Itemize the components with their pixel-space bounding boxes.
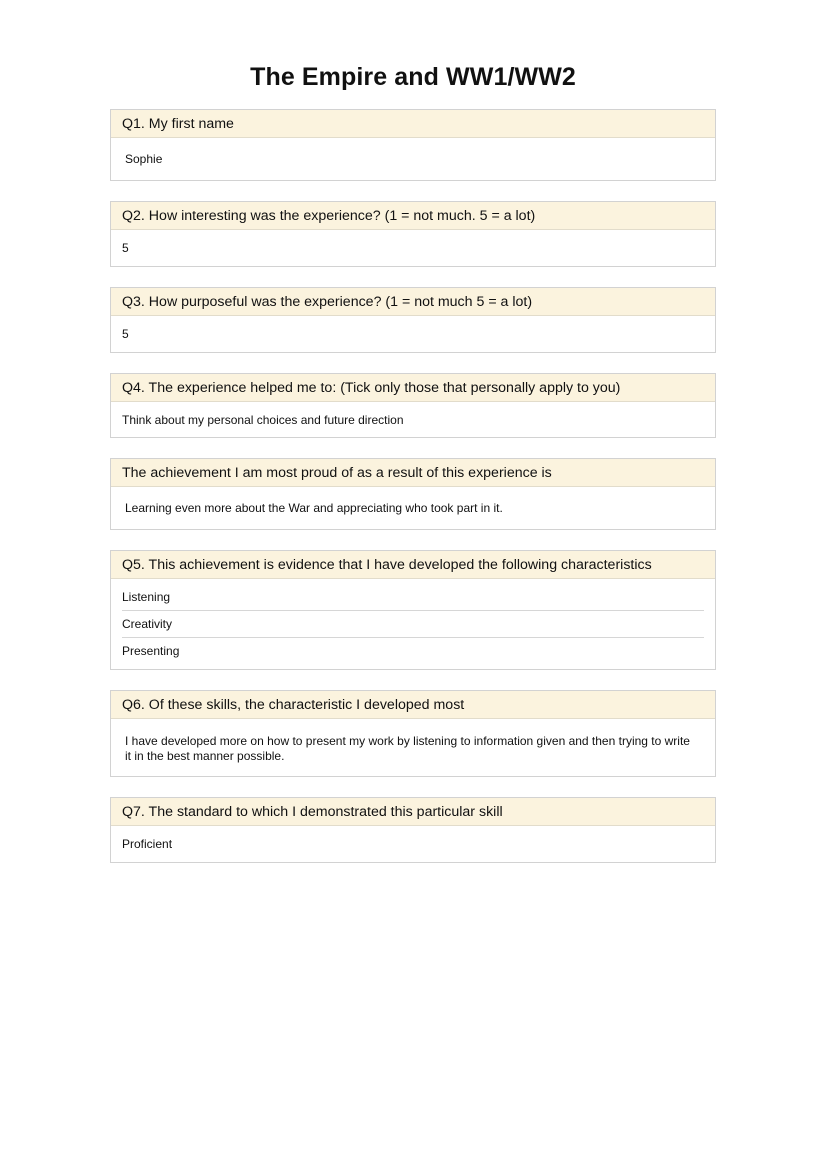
question-label: Q7. The standard to which I demonstrated this particular skill xyxy=(111,798,715,826)
question-label: Q2. How interesting was the experience? (1 = not much. 5 = a lot) xyxy=(111,202,715,230)
question-card-q3 xyxy=(110,287,716,353)
question-card-achievement xyxy=(110,458,716,530)
answer-text: Learning even more about the War and appreciating who took part in it. xyxy=(125,501,503,515)
question-card-q6 xyxy=(110,690,716,777)
question-label: Q5. This achievement is evidence that I have developed the following characteristics xyxy=(111,551,715,579)
question-label: Q4. The experience helped me to: (Tick only those that personally apply to you) xyxy=(111,374,715,402)
list-item: Presenting xyxy=(122,644,180,658)
question-label: Q6. Of these skills, the characteristic I developed most xyxy=(111,691,715,719)
question-card-q7 xyxy=(110,797,716,863)
answer-text: 5 xyxy=(122,241,129,255)
question-label: Q1. My first name xyxy=(111,110,715,138)
answer-text: I have developed more on how to present my work by listening to information given and then trying to write it in the best manner possible. xyxy=(125,734,690,763)
question-card-q1 xyxy=(110,109,716,181)
question-label: Q3. How purposeful was the experience? (1 = not much 5 = a lot) xyxy=(111,288,715,316)
characteristics-list xyxy=(111,579,715,664)
page-title: The Empire and WW1/WW2 xyxy=(250,63,576,91)
list-item: Listening xyxy=(122,584,704,611)
answer-text: Proficient xyxy=(122,837,173,851)
question-card-q4 xyxy=(110,373,716,438)
question-label: The achievement I am most proud of as a result of this experience is xyxy=(111,459,715,487)
list-item: Creativity xyxy=(122,611,704,638)
question-card-q5 xyxy=(110,550,716,670)
question-card-q2 xyxy=(110,201,716,267)
answer-text: 5 xyxy=(122,327,129,341)
answer-text: Sophie xyxy=(125,152,163,166)
answer-text: Think about my personal choices and future direction xyxy=(122,413,404,427)
